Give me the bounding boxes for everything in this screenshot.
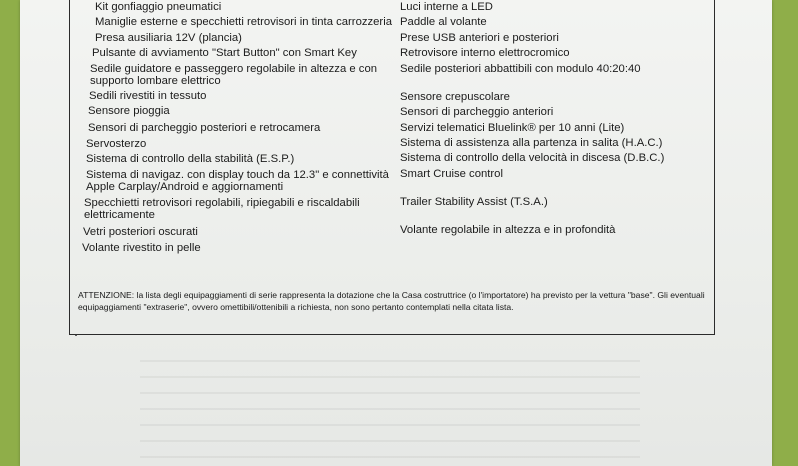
right-item: Prese USB anteriori e posteriori bbox=[400, 32, 559, 44]
right-item: Servizi telematici Bluelink® per 10 anni (Lite) bbox=[400, 122, 625, 134]
notice-label: ATTENZIONE: bbox=[78, 290, 135, 300]
left-item: Specchietti retrovisori regolabili, ripiegabili e riscaldabili bbox=[84, 197, 360, 209]
ink-dot bbox=[75, 334, 77, 336]
left-item: Pulsante di avviamento "Start Button" con Smart Key bbox=[92, 47, 357, 59]
left-item: Apple Carplay/Android e aggiornamenti bbox=[86, 181, 284, 193]
right-item: Luci interne a LED bbox=[400, 1, 493, 13]
right-item: Volante regolabile in altezza e in profondità bbox=[400, 224, 616, 236]
left-item: Volante rivestito in pelle bbox=[82, 242, 201, 254]
left-item: Sedili rivestiti in tessuto bbox=[89, 90, 207, 102]
notice-text: la lista degli equipaggiamenti di serie rappresenta la dotazione che la Casa costruttrice (o l'importatore) ha previsto per la vettura "base". Gli eventuali equipaggiamenti "extraserie", ovvero omettibili/ottenibili a richiesta, non sono pertanto contemplati nella citata lista. bbox=[78, 290, 705, 312]
left-item: Presa ausiliaria 12V (plancia) bbox=[95, 32, 242, 44]
left-item: Sistema di navigaz. con display touch da 12.3" e connettività bbox=[86, 169, 389, 181]
left-item: supporto lombare elettrico bbox=[90, 75, 221, 87]
right-item: Sistema di controllo della velocità in discesa (D.B.C.) bbox=[400, 152, 665, 164]
left-item: Sistema di controllo della stabilità (E.S.P.) bbox=[86, 153, 295, 165]
left-item: Vetri posteriori oscurati bbox=[83, 226, 198, 238]
left-item: Maniglie esterne e specchietti retrovisori in tinta carrozzeria bbox=[95, 16, 392, 28]
disclaimer-notice bbox=[78, 290, 708, 313]
left-item: Servosterzo bbox=[86, 138, 147, 150]
left-item: Sedile guidatore e passeggero regolabile in altezza e con bbox=[90, 63, 378, 75]
right-item: Sistema di assistenza alla partenza in salita (H.A.C.) bbox=[400, 137, 663, 149]
bleed-through-text bbox=[140, 360, 640, 460]
right-item: Retrovisore interno elettrocromico bbox=[400, 47, 570, 59]
right-item: Trailer Stability Assist (T.S.A.) bbox=[400, 196, 548, 208]
left-item: Kit gonfiaggio pneumatici bbox=[95, 1, 222, 13]
right-item: Sedile posteriori abbattibili con modulo 40:20:40 bbox=[400, 63, 641, 75]
left-item: elettricamente bbox=[84, 209, 155, 221]
right-item: Sensore crepuscolare bbox=[400, 91, 510, 103]
left-item: Sensori di parcheggio posteriori e retrocamera bbox=[88, 122, 321, 134]
right-item: Sensori di parcheggio anteriori bbox=[400, 106, 554, 118]
right-item: Smart Cruise control bbox=[400, 168, 503, 180]
left-item: Sensore pioggia bbox=[88, 105, 170, 117]
right-item: Paddle al volante bbox=[400, 16, 487, 28]
